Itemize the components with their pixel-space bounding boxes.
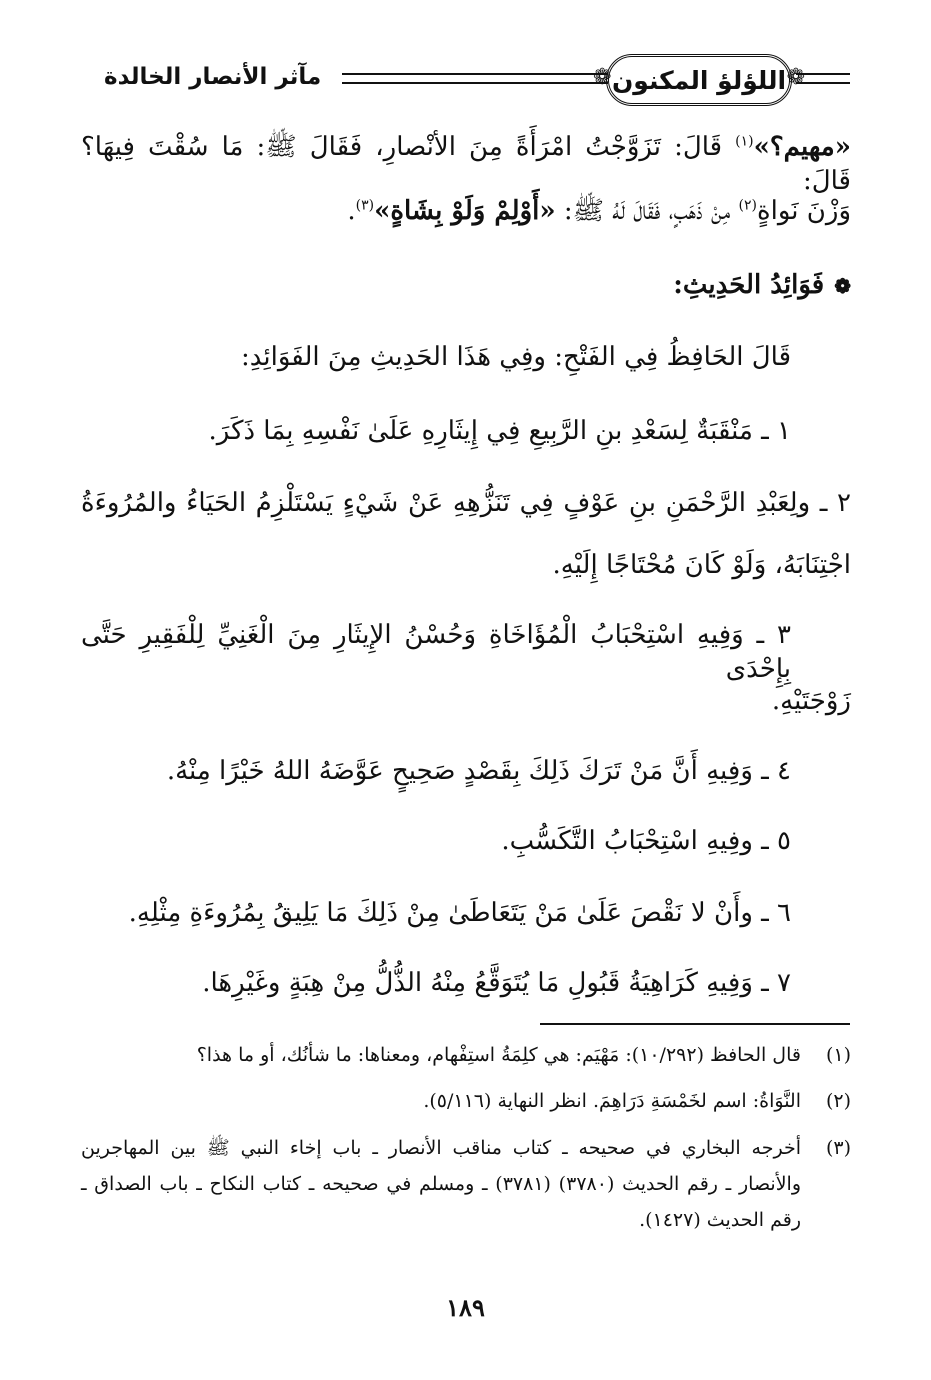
text-line bbox=[81, 130, 851, 198]
quote-text: «أَوْلِمْ وَلَوْ بِشَاةٍ» bbox=[374, 196, 556, 226]
section-heading bbox=[81, 268, 851, 303]
footnote-text: أخرجه البخاري في صحيحه ـ كتاب مناقب الأنصار ـ باب إخاء النبي ﷺ بين المهاجرين والأنصار ـ رقم الحديث (٣٧٨٠) (٣٧٨١) ـ ومسلم في صحيحه ـ كتاب النكاح ـ باب الصداق ـ رقم الحديث (١٤٢٧). bbox=[81, 1137, 801, 1231]
flower-icon: ❁ bbox=[834, 274, 851, 298]
footnote-number: (٣) bbox=[825, 1137, 851, 1159]
list-item: ٥ ـ وفِيهِ اسْتِحْبَابُ التَّكَسُّبِ. bbox=[501, 826, 791, 856]
text-span: وَزْنَ نَواةٍ bbox=[757, 196, 851, 226]
footnote bbox=[81, 1040, 851, 1070]
list-item: ٢ ـ ولِعَبْدِ الرَّحْمَنِ بنِ عَوْفٍ فِي تَنَزُّهِهِ عَنْ شَيْءٍ يَسْتَلْزِمُ الحَيَاءُ والمُرُوءَةُ bbox=[81, 488, 851, 518]
footnote-divider bbox=[540, 1023, 850, 1025]
footnote-text: قال الحافظ (١٠/٢٩٢): مَهْيَم: هي كلِمَةُ استِفْهام، ومعناها: ما شأنُك، أو ما هذا؟ bbox=[196, 1044, 801, 1066]
series-title: اللؤلؤ المكنون bbox=[611, 65, 787, 95]
list-item: ٦ ـ وأَنْ لا نَقْصَ عَلَىٰ مَنْ يَتَعَاطَىٰ مِنْ ذَلِكَ مَا يَلِيقُ بِمُرُوءَةِ مِثْلِهِ. bbox=[128, 898, 791, 928]
text-span: . bbox=[347, 196, 356, 226]
footnote-number: (١) bbox=[825, 1044, 851, 1066]
footnote-text: النَّوَاةُ: اسم لخَمْسَةِ دَرَاهِمَ. انظر النهاية (٥/١١٦). bbox=[423, 1090, 801, 1112]
footnote-ref: (١) bbox=[735, 133, 754, 150]
ornament-icon: ❁ bbox=[786, 65, 805, 90]
footnote bbox=[81, 1086, 851, 1116]
footnote-ref: (٢) bbox=[738, 197, 758, 214]
intro-line: قَالَ الحَافِظُ فِي الفَتْحِ: وفِي هَذَا الحَدِيثِ مِنَ الفَوَائِدِ: bbox=[241, 342, 791, 372]
footnote-ref: (٣) bbox=[355, 197, 375, 214]
footnote bbox=[81, 1130, 851, 1238]
page-number: ١٨٩ bbox=[446, 1293, 485, 1322]
heading-text: فَوَائِدُ الحَدِيثِ: bbox=[673, 270, 825, 300]
page-header bbox=[104, 52, 850, 114]
list-item: ٣ ـ وَفِيهِ اسْتِحْبَابُ الْمُؤَاخَاةِ وَحُسْنُ الإِيثَارِ مِنَ الْغَنِيِّ لِلْفَقِيرِ حَتَّى بِإِحْدَى bbox=[81, 620, 791, 684]
text-span: قَالَ: تَزَوَّجْتُ امْرَأَةً مِنَ الأنْصارِ، فَقَالَ ﷺ: مَا سُقْتَ فِيهَا؟ قَالَ: bbox=[81, 132, 851, 196]
list-item-continuation: زَوْجَتَيْهِ. bbox=[771, 686, 851, 716]
text-span: مِنْ ذَهَبٍ، فَقَالَ لَهُ ﷺ: bbox=[555, 196, 739, 226]
ornament-icon: ❁ bbox=[593, 65, 612, 90]
text-line bbox=[81, 194, 851, 228]
header-rule-middle bbox=[342, 73, 608, 84]
list-item-continuation: اجْتِنَابَهُ، وَلَوْ كَانَ مُحْتَاجًا إِلَيْهِ. bbox=[552, 550, 851, 580]
list-item: ٧ ـ وَفِيهِ كَرَاهِيَةُ قَبُولِ مَا يُتَوَقَّعُ مِنْهُ الذُّلُّ مِنْ هِبَةٍ وغَيْرِهَا. bbox=[202, 968, 791, 998]
series-badge bbox=[593, 54, 805, 106]
list-item: ٤ ـ وَفِيهِ أَنَّ مَنْ تَرَكَ ذَلِكَ بِقَصْدٍ صَحِيحٍ عَوَّضَهُ اللهُ خَيْرًا مِنْهُ. bbox=[166, 756, 791, 786]
quote-text: «مهيم؟» bbox=[753, 132, 851, 162]
list-item: ١ ـ مَنْقَبَةٌ لِسَعْدِ بنِ الرَّبِيعِ فِي إِيثَارِهِ عَلَىٰ نَفْسِهِ بِمَا ذَكَرَ. bbox=[208, 416, 791, 446]
book-title: مآثر الأنصار الخالدة bbox=[104, 64, 322, 90]
footnote-number: (٢) bbox=[825, 1090, 851, 1112]
